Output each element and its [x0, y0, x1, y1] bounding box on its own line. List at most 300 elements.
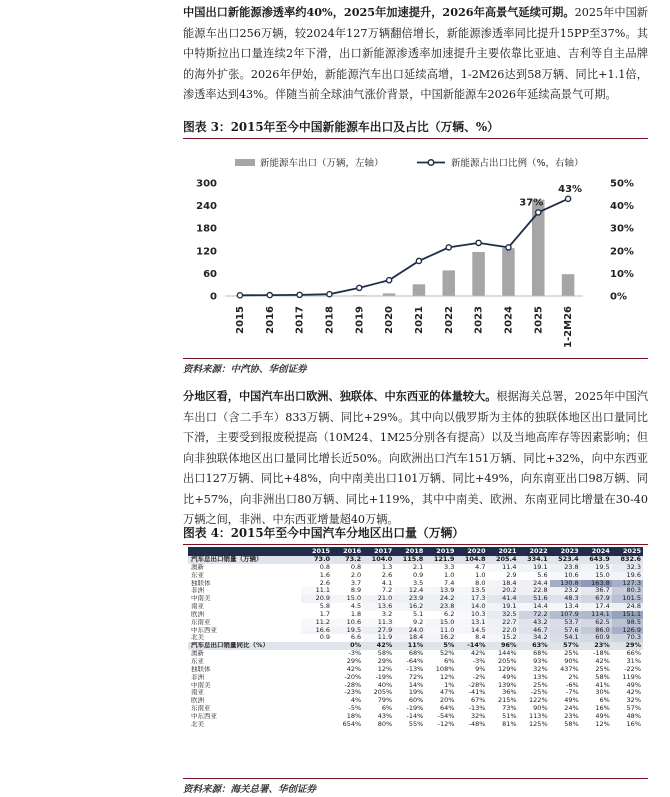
table-cell: 25% [564, 650, 579, 658]
table-cell: 1% [444, 681, 455, 689]
table-cell: 73.0 [301, 556, 332, 564]
row-label: 汽车总出口销量同比（%） [188, 642, 301, 650]
table-cell: -23% [344, 689, 362, 697]
table-cell: 23% [564, 712, 579, 720]
region-body: 根据海关总署，2025年中国汽车出口（含二手车）833万辆、同比+29%。其中向以俄罗斯为主体的独联体地区出口量同比下滑，主要受到报废税提高（10M24、1M25分别各有提高）以及当地高库存等因素影响；但向非独联体地区出口量同比增长近50%。向欧洲出口汽车151万辆、同比+32%，向中东西亚出口127万辆、同比+48%，向中南美出口101万辆、同比+49%，向东南亚出口98万辆、同比+57%，向非洲出口80万辆、同比+119%，其中中南美、欧洲、东南亚同比增量在30-40万辆之间，非洲、中东西亚增量超40万辆。 [183, 390, 648, 526]
table-cell: 654% [342, 720, 362, 728]
table-cell: 643.9 [581, 556, 612, 564]
table-row-yoy [188, 689, 643, 697]
table-cell: 17.4 [581, 603, 612, 611]
table-cell: 125% [529, 720, 548, 728]
table-cell: -18% [592, 650, 610, 658]
table-cell: 73.2 [332, 556, 363, 564]
table-cell: 68% [533, 650, 548, 658]
intro-body: 2025年中国新能源车出口256万辆，较2024年127万辆翻倍增长，新能源渗透率同比提升15PP至37%。其中特斯拉出口量连续2年下滑，出口新能源渗透率加速提升主要依靠比亚迪、吉利等自主品牌的海外扩张。2026年伊始，新能源汽车出口延续高增，1-2M26达到58万辆、同比+1.1倍，渗透率达到43%。伴随当前全球油气涨价背景，中国新能源车2026年延续高景气可期。 [183, 6, 648, 101]
table-cell: 86.0 [581, 627, 612, 635]
table-cell: 19% [408, 689, 424, 697]
y-left-tick-label: 60 [203, 268, 217, 280]
table-cell: -13% [406, 665, 424, 673]
table-cell: 51% [502, 712, 517, 720]
legend-bar-label: 新能源车出口（万辆，左轴） [260, 158, 384, 169]
point-nev-share [386, 278, 391, 283]
table-cell: 4.1 [381, 579, 393, 587]
table-cell: 23.2 [550, 587, 581, 595]
table-cell: -6% [566, 681, 579, 689]
table-cell: 12.4 [394, 587, 425, 595]
y-right-tick-label: 40% [610, 201, 634, 213]
table-row-volume [188, 564, 643, 572]
table-cell: 8.0 [475, 579, 486, 587]
table-cell: 11% [394, 642, 425, 650]
y-right-tick-label: 0% [610, 291, 627, 303]
table-cell: 16% [595, 705, 610, 713]
table-section-yoy-total [188, 642, 643, 650]
table-cell: 13.1 [456, 619, 487, 627]
row-label: 中南美 [191, 681, 211, 689]
table-cell: 18.4 [394, 634, 425, 642]
row-label: 东亚 [191, 657, 204, 665]
row-label: 独联体 [191, 665, 211, 673]
table-cell: 24% [564, 705, 579, 713]
table-cell: 19.6 [612, 572, 643, 580]
row-label: 东南亚 [191, 705, 211, 713]
table-cell: -7% [566, 689, 579, 697]
table-cell: 68% [408, 650, 424, 658]
table-cell: 6% [599, 697, 610, 705]
table-row-volume [188, 595, 643, 603]
x-tick-label: 2025 [533, 306, 545, 334]
table-cell: 127.3 [612, 580, 643, 588]
table-cell: 57% [550, 642, 581, 650]
table-cell: 42% [626, 689, 641, 697]
table-cell: 98.5 [612, 619, 643, 627]
table-cell: 42% [363, 642, 394, 650]
row-label: 中东西亚 [191, 712, 217, 720]
row-label: 中东西亚 [191, 626, 217, 634]
table-cell: 7.4 [444, 579, 455, 587]
table-cell: 139% [497, 681, 517, 689]
table-cell: -19% [406, 705, 424, 713]
region-export-table [188, 547, 643, 729]
y-right-tick-label: 30% [610, 223, 634, 235]
x-tick-label: 2018 [324, 306, 336, 334]
table-cell: 29% [346, 657, 362, 665]
table-cell: 6% [381, 705, 393, 713]
table-cell: 70.3 [612, 634, 643, 642]
table-cell: 93% [533, 657, 548, 665]
table-cell: 20.9 [301, 595, 332, 603]
table-cell: 16% [626, 720, 641, 728]
point-nev-share [267, 292, 272, 297]
table-cell: 27.9 [363, 627, 394, 635]
row-label: 北美 [191, 634, 204, 642]
table-cell [301, 721, 332, 729]
table-cell: 0.8 [350, 563, 362, 571]
point-nev-share [476, 240, 481, 245]
data-label-share: 43% [558, 183, 583, 195]
table-cell: 108% [435, 665, 455, 673]
table-cell: 113% [529, 712, 548, 720]
table-row-yoy [188, 674, 643, 682]
table-cell: 15.2 [487, 634, 518, 642]
y-left-tick-label: 180 [196, 223, 217, 235]
table-cell: 16.6 [301, 627, 332, 635]
table-year-header: 2015 [301, 547, 332, 556]
table-cell: 67% [471, 697, 486, 705]
table-cell: 81% [502, 720, 517, 728]
table-cell: 11.9 [363, 634, 394, 642]
table-cell: 1.0 [444, 571, 455, 579]
point-nev-share [416, 258, 421, 263]
table-cell: 54.1 [550, 634, 581, 642]
table-cell: 121.9 [425, 556, 456, 564]
x-tick-label: 2021 [413, 306, 425, 334]
table-cell: 101.5 [612, 595, 643, 603]
table-cell [301, 674, 332, 682]
table-cell: 32% [533, 665, 548, 673]
row-label: 欧洲 [191, 697, 204, 705]
row-label: 澳新 [191, 650, 204, 658]
table-row-volume [188, 627, 643, 635]
table-cell: 62.5 [581, 619, 612, 627]
table-cell: -28% [468, 681, 486, 689]
table-cell: 31% [626, 657, 641, 665]
table-cell: 4.5 [350, 603, 362, 611]
table-cell: 19.1 [487, 603, 518, 611]
row-label: 汽车总出口销量（万辆） [188, 556, 301, 564]
table-cell: 73% [502, 705, 517, 713]
table-row-yoy [188, 650, 643, 658]
intro-paragraph [183, 2, 648, 106]
table-cell: 12% [377, 665, 393, 673]
table-cell: 163.8 [581, 580, 612, 588]
point-nev-share [446, 245, 451, 250]
point-nev-share [327, 292, 332, 297]
table-cell: -14% [406, 712, 424, 720]
table-cell: 0.9 [319, 634, 331, 642]
table-cell: 23% [581, 642, 612, 650]
bar-nev-export [413, 284, 426, 296]
table-cell: -3% [348, 650, 362, 658]
table-cell: 40% [377, 681, 393, 689]
table-cell: 60.9 [581, 634, 612, 642]
table-cell: 16.2 [394, 603, 425, 611]
x-tick-label: 2020 [384, 306, 396, 334]
table-cell: 58% [377, 650, 393, 658]
legend-line-marker [428, 160, 434, 166]
intro-lead: 中国出口新能源渗透率约40%，2025年加速提升，2026年高景气延续可期。 [183, 5, 575, 19]
figure4-title: 图表 4：2015年至今中国汽车分地区出口量（万辆） [183, 523, 648, 543]
table-cell: 22.7 [487, 619, 518, 627]
point-nev-share [565, 196, 570, 201]
table-cell: 13.9 [425, 587, 456, 595]
table-cell: 10.6 [550, 572, 581, 580]
table-cell: 523.4 [550, 556, 581, 564]
table-cell: 0.8 [319, 563, 331, 571]
table-row-yoy [188, 713, 643, 721]
bar-nev-export [562, 274, 575, 296]
table-cell: 22.0 [487, 627, 518, 635]
table-cell [301, 689, 332, 697]
table-cell: 832.6 [612, 556, 643, 564]
table-section-volume-total [188, 556, 643, 564]
table-cell: -25% [530, 689, 548, 697]
figure4-source: 资料来源：海关总署、华创证券 [183, 784, 317, 795]
table-cell: 10.6 [332, 619, 363, 627]
table-cell: 129% [497, 665, 517, 673]
row-label: 非洲 [191, 673, 204, 681]
x-tick-label: 2024 [503, 306, 515, 334]
bar-nev-export [442, 270, 455, 296]
row-label: 中南美 [191, 595, 211, 603]
table-cell: 3.2 [381, 610, 393, 618]
table-cell: -3% [472, 657, 486, 665]
table-cell: 34.2 [519, 634, 550, 642]
table-cell: 5.6 [537, 571, 548, 579]
table-cell: 49% [595, 712, 610, 720]
table-year-header: 2023 [550, 547, 581, 556]
x-tick-label: 2022 [443, 306, 455, 334]
table-cell: 58% [564, 720, 579, 728]
table-row-yoy [188, 705, 643, 713]
table-cell: 80% [377, 720, 393, 728]
table-row-yoy [188, 682, 643, 690]
table-cell: 130.8 [550, 580, 581, 588]
table-row-volume [188, 572, 643, 580]
table-cell: 42% [346, 665, 362, 673]
table-cell: 13% [533, 673, 548, 681]
x-tick-label: 2016 [264, 306, 276, 334]
figure3-title: 图表 3：2015年至今中国新能源车出口及占比（万辆、%） [183, 117, 648, 137]
table-cell: 24.2 [425, 595, 456, 603]
table-cell: -2% [472, 673, 486, 681]
table-cell: 24.4 [519, 580, 550, 588]
region-paragraph [183, 386, 648, 531]
row-label: 东亚 [191, 571, 204, 579]
nev-export-chart [183, 140, 648, 358]
y-left-tick-label: 240 [196, 201, 217, 213]
table-cell: 51.6 [519, 595, 550, 603]
x-tick-label: 2017 [294, 306, 306, 334]
table-cell: 7.2 [381, 587, 393, 595]
x-tick-label: 1-2M26 [563, 306, 575, 348]
table-cell: 55% [408, 720, 424, 728]
x-tick-label: 2019 [354, 306, 366, 334]
table-cell: 42% [471, 650, 486, 658]
region-lead: 分地区看，中国汽车出口欧洲、独联体、中东西亚的体量较大。 [183, 389, 497, 403]
table-cell [301, 666, 332, 674]
table-year-header: 2019 [425, 547, 456, 556]
x-tick-label: 2015 [234, 306, 246, 334]
figure3-source-rule [183, 358, 648, 359]
table-cell: 114.1 [581, 611, 612, 619]
table-cell: 23.8 [425, 603, 456, 611]
y-left-tick-label: 0 [210, 291, 217, 303]
table-cell: -20% [344, 673, 362, 681]
table-cell: 3.7 [350, 579, 362, 587]
table-cell: 334.1 [519, 556, 550, 564]
table-cell: 5.1 [412, 610, 424, 618]
table-header-row [188, 547, 643, 556]
table-cell: -5% [348, 705, 362, 713]
table-cell: 25% [595, 665, 610, 673]
table-cell: 19.1 [519, 564, 550, 572]
table-cell: 107.9 [550, 611, 581, 619]
table-cell: 43% [377, 712, 393, 720]
table-cell [301, 713, 332, 721]
table-year-header: 2024 [581, 547, 612, 556]
table-cell: 2.9 [506, 571, 517, 579]
table-cell: 72% [408, 673, 424, 681]
table-cell: 8.4 [475, 634, 486, 642]
row-label: 澳新 [191, 563, 204, 571]
table-cell: 17.3 [456, 595, 487, 603]
table-cell: 2.0 [350, 571, 362, 579]
table-cell: -22% [624, 665, 641, 673]
row-label: 南亚 [191, 689, 204, 697]
table-cell: 1.3 [381, 563, 393, 571]
row-label: 东南亚 [191, 618, 211, 626]
table-cell: -19% [375, 673, 393, 681]
table-row-volume [188, 634, 643, 642]
table-cell: 0.9 [412, 571, 424, 579]
legend-line-label: 新能源占出口比例（%，右轴） [451, 158, 584, 169]
table-cell: 2.1 [412, 563, 424, 571]
table-cell: -41% [468, 689, 486, 697]
table-cell: 53.7 [550, 619, 581, 627]
table-year-header: 2025 [612, 547, 643, 556]
table-cell: 72.2 [519, 611, 550, 619]
table-cell: 24.0 [394, 627, 425, 635]
table-cell: 6% [444, 657, 455, 665]
table-cell: 80.3 [612, 587, 643, 595]
table-cell: 90% [533, 705, 548, 713]
table-cell: 14% [408, 681, 424, 689]
table-cell: 14.4 [519, 603, 550, 611]
table-row-volume [188, 587, 643, 595]
table-cell: 58% [595, 673, 610, 681]
table-cell: 4.7 [475, 563, 486, 571]
table-cell: 41% [595, 681, 610, 689]
table-cell: 205% [373, 689, 393, 697]
point-nev-share [357, 285, 362, 290]
table-cell: 67.9 [581, 595, 612, 603]
table-cell: 1.7 [319, 610, 331, 618]
x-tick-label: 2023 [473, 306, 485, 334]
table-cell: 12% [439, 673, 455, 681]
table-cell: 36.7 [581, 587, 612, 595]
point-nev-share [536, 210, 541, 215]
table-cell: 96% [487, 642, 518, 650]
table-cell: 1.6 [319, 571, 331, 579]
table-cell: 11.2 [301, 619, 332, 627]
table-cell: 32.3 [612, 564, 643, 572]
table-cell: 43.2 [519, 619, 550, 627]
table-cell: 151.1 [612, 611, 643, 619]
table-cell: 57% [626, 705, 641, 713]
table-cell: 9.2 [412, 618, 424, 626]
table-cell: 9% [475, 665, 486, 673]
table-cell: 18% [346, 712, 362, 720]
table-cell: 13.5 [456, 587, 487, 595]
table-cell [301, 705, 332, 713]
row-label: 南亚 [191, 603, 204, 611]
y-left-tick-label: 120 [196, 246, 217, 258]
table-cell: -48% [468, 720, 486, 728]
table-cell: 41.4 [487, 595, 518, 603]
table-cell: 20% [439, 697, 455, 705]
table-cell: 4% [350, 697, 362, 705]
table-row-yoy [188, 721, 643, 729]
table-cell: 49% [502, 673, 517, 681]
table-cell: 66% [626, 650, 641, 658]
table-cell: 11.3 [363, 619, 394, 627]
table-cell: 18.4 [487, 580, 518, 588]
table-cell: 15.0 [425, 619, 456, 627]
table-cell: 205% [497, 657, 517, 665]
table-cell: 126.9 [612, 627, 643, 635]
row-label: 北美 [191, 720, 204, 728]
table-cell [301, 642, 332, 650]
row-label: 欧洲 [191, 610, 204, 618]
table-cell: 205.4 [487, 556, 518, 564]
table-cell: 5.8 [319, 603, 331, 611]
table-cell: -54% [437, 712, 455, 720]
point-nev-share [237, 293, 242, 298]
table-cell: 5% [425, 642, 456, 650]
table-cell: 15.0 [581, 572, 612, 580]
table-year-header: 2020 [456, 547, 487, 556]
bar-nev-export [502, 248, 515, 296]
legend-bar-swatch [235, 159, 255, 166]
table-cell [301, 682, 332, 690]
table-cell: 6.6 [350, 634, 362, 642]
table-cell: 49% [564, 697, 579, 705]
table-cell: 47% [439, 689, 455, 697]
table-cell: 23.9 [394, 595, 425, 603]
row-label: 非洲 [191, 587, 204, 595]
table-cell: 24.8 [612, 603, 643, 611]
table-year-header: 2018 [394, 547, 425, 556]
table-cell: 13.4 [550, 603, 581, 611]
table-cell: -12% [437, 720, 455, 728]
table-cell: 1.0 [475, 571, 486, 579]
table-cell [301, 658, 332, 666]
table-row-volume [188, 619, 643, 627]
table-row-volume [188, 603, 643, 611]
table-row-yoy [188, 658, 643, 666]
row-label: 独联体 [191, 579, 211, 587]
table-cell: 30% [595, 689, 610, 697]
table-cell: 90% [564, 657, 579, 665]
table-year-header: 2017 [363, 547, 394, 556]
table-cell: 11.4 [487, 564, 518, 572]
table-year-header: 2021 [487, 547, 518, 556]
point-nev-share [506, 245, 511, 250]
point-nev-share [297, 292, 302, 297]
table-cell: 52% [439, 650, 455, 658]
table-cell: 22.8 [519, 587, 550, 595]
table-cell: -13% [468, 705, 486, 713]
line-nev-share [240, 199, 568, 296]
table-cell: 64% [439, 705, 455, 713]
table-cell: -28% [344, 681, 362, 689]
table-cell: 63% [519, 642, 550, 650]
table-cell: 144% [497, 650, 517, 658]
table-cell: 2.6 [319, 579, 331, 587]
y-right-tick-label: 10% [610, 268, 634, 280]
table-cell: 11.1 [301, 587, 332, 595]
